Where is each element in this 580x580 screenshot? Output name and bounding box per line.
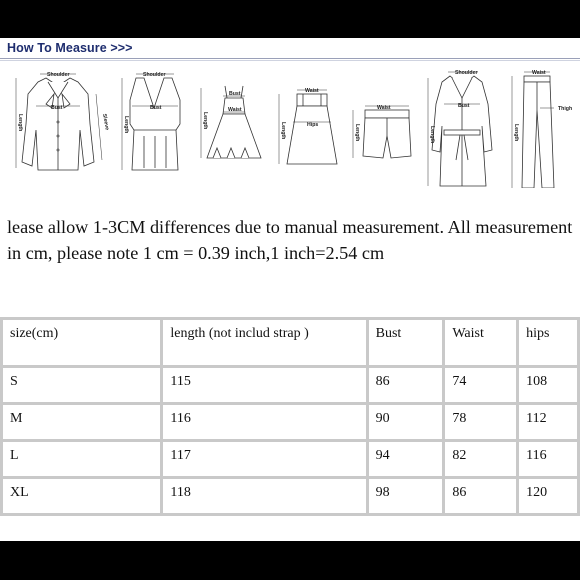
length-label: Length	[123, 116, 129, 134]
waist-cell: 74	[445, 368, 516, 402]
sleeve-label: Sleeve	[101, 113, 110, 131]
length-label: Length	[429, 126, 435, 144]
hips-cell: 112	[519, 405, 577, 439]
table-row	[3, 368, 577, 402]
header-cell-bust: Bust	[369, 320, 443, 365]
length-cell: 116	[163, 405, 365, 439]
table-row	[3, 442, 577, 476]
pants-diagram	[504, 64, 580, 188]
header-cell-hips: hips	[519, 320, 577, 365]
shirt-diagram	[6, 64, 118, 188]
length-label: Length	[17, 114, 23, 132]
hips-label: Hips	[307, 122, 319, 128]
table-header-row	[3, 320, 577, 365]
bust-label: Bust	[229, 91, 241, 97]
length-cell: 115	[163, 368, 365, 402]
top-diagram	[114, 64, 194, 188]
header-divider-shadow	[0, 60, 580, 61]
shoulder-label: Shoulder	[455, 70, 478, 76]
thigh-label: Thigh	[558, 106, 573, 112]
table-row	[3, 479, 577, 513]
bust-cell: 98	[369, 479, 443, 513]
waist-label: Waist	[305, 88, 319, 94]
length-cell: 118	[163, 479, 365, 513]
waist-label: Waist	[377, 105, 391, 111]
how-to-measure-header	[0, 38, 580, 64]
length-label: Length	[354, 124, 360, 142]
length-label: Length	[202, 112, 208, 130]
waist-label: Waist	[532, 70, 546, 76]
bust-cell: 94	[369, 442, 443, 476]
waist-cell: 78	[445, 405, 516, 439]
waist-label: Waist	[228, 107, 242, 113]
header-divider	[0, 58, 580, 59]
hips-cell: 116	[519, 442, 577, 476]
measurement-diagrams	[0, 64, 580, 222]
measurement-note: lease allow 1-3CM differences due to manual measurement. All measurement in cm, please note 1 cm = 0.39 inch,1 inch=2.54 cm	[7, 217, 573, 263]
bust-label: Bust	[458, 103, 470, 109]
skirt-diagram	[271, 64, 345, 188]
shoulder-label: Shoulder	[47, 72, 70, 78]
header-cell-length: length (not includ strap )	[163, 320, 365, 365]
size-table	[0, 317, 580, 516]
waist-cell: 86	[445, 479, 516, 513]
shoulder-label: Shoulder	[143, 72, 166, 78]
coat-diagram	[420, 64, 504, 188]
bust-cell: 86	[369, 368, 443, 402]
table-row	[3, 405, 577, 439]
header-cell-size: size(cm)	[3, 320, 160, 365]
bust-cell: 90	[369, 405, 443, 439]
size-cell: S	[3, 368, 160, 402]
dress-diagram	[195, 64, 271, 188]
length-label: Length	[513, 124, 519, 142]
size-cell: M	[3, 405, 160, 439]
size-cell: L	[3, 442, 160, 476]
size-cell: XL	[3, 479, 160, 513]
header-title: How To Measure >>>	[7, 41, 133, 55]
bust-label: Bust	[150, 105, 162, 111]
length-label: Length	[280, 122, 286, 140]
waist-cell: 82	[445, 442, 516, 476]
size-guide-page	[0, 38, 580, 541]
hips-cell: 108	[519, 368, 577, 402]
shorts-diagram	[345, 64, 421, 188]
header-cell-waist: Waist	[445, 320, 516, 365]
hips-cell: 120	[519, 479, 577, 513]
bust-label: Bust	[51, 105, 63, 111]
length-cell: 117	[163, 442, 365, 476]
